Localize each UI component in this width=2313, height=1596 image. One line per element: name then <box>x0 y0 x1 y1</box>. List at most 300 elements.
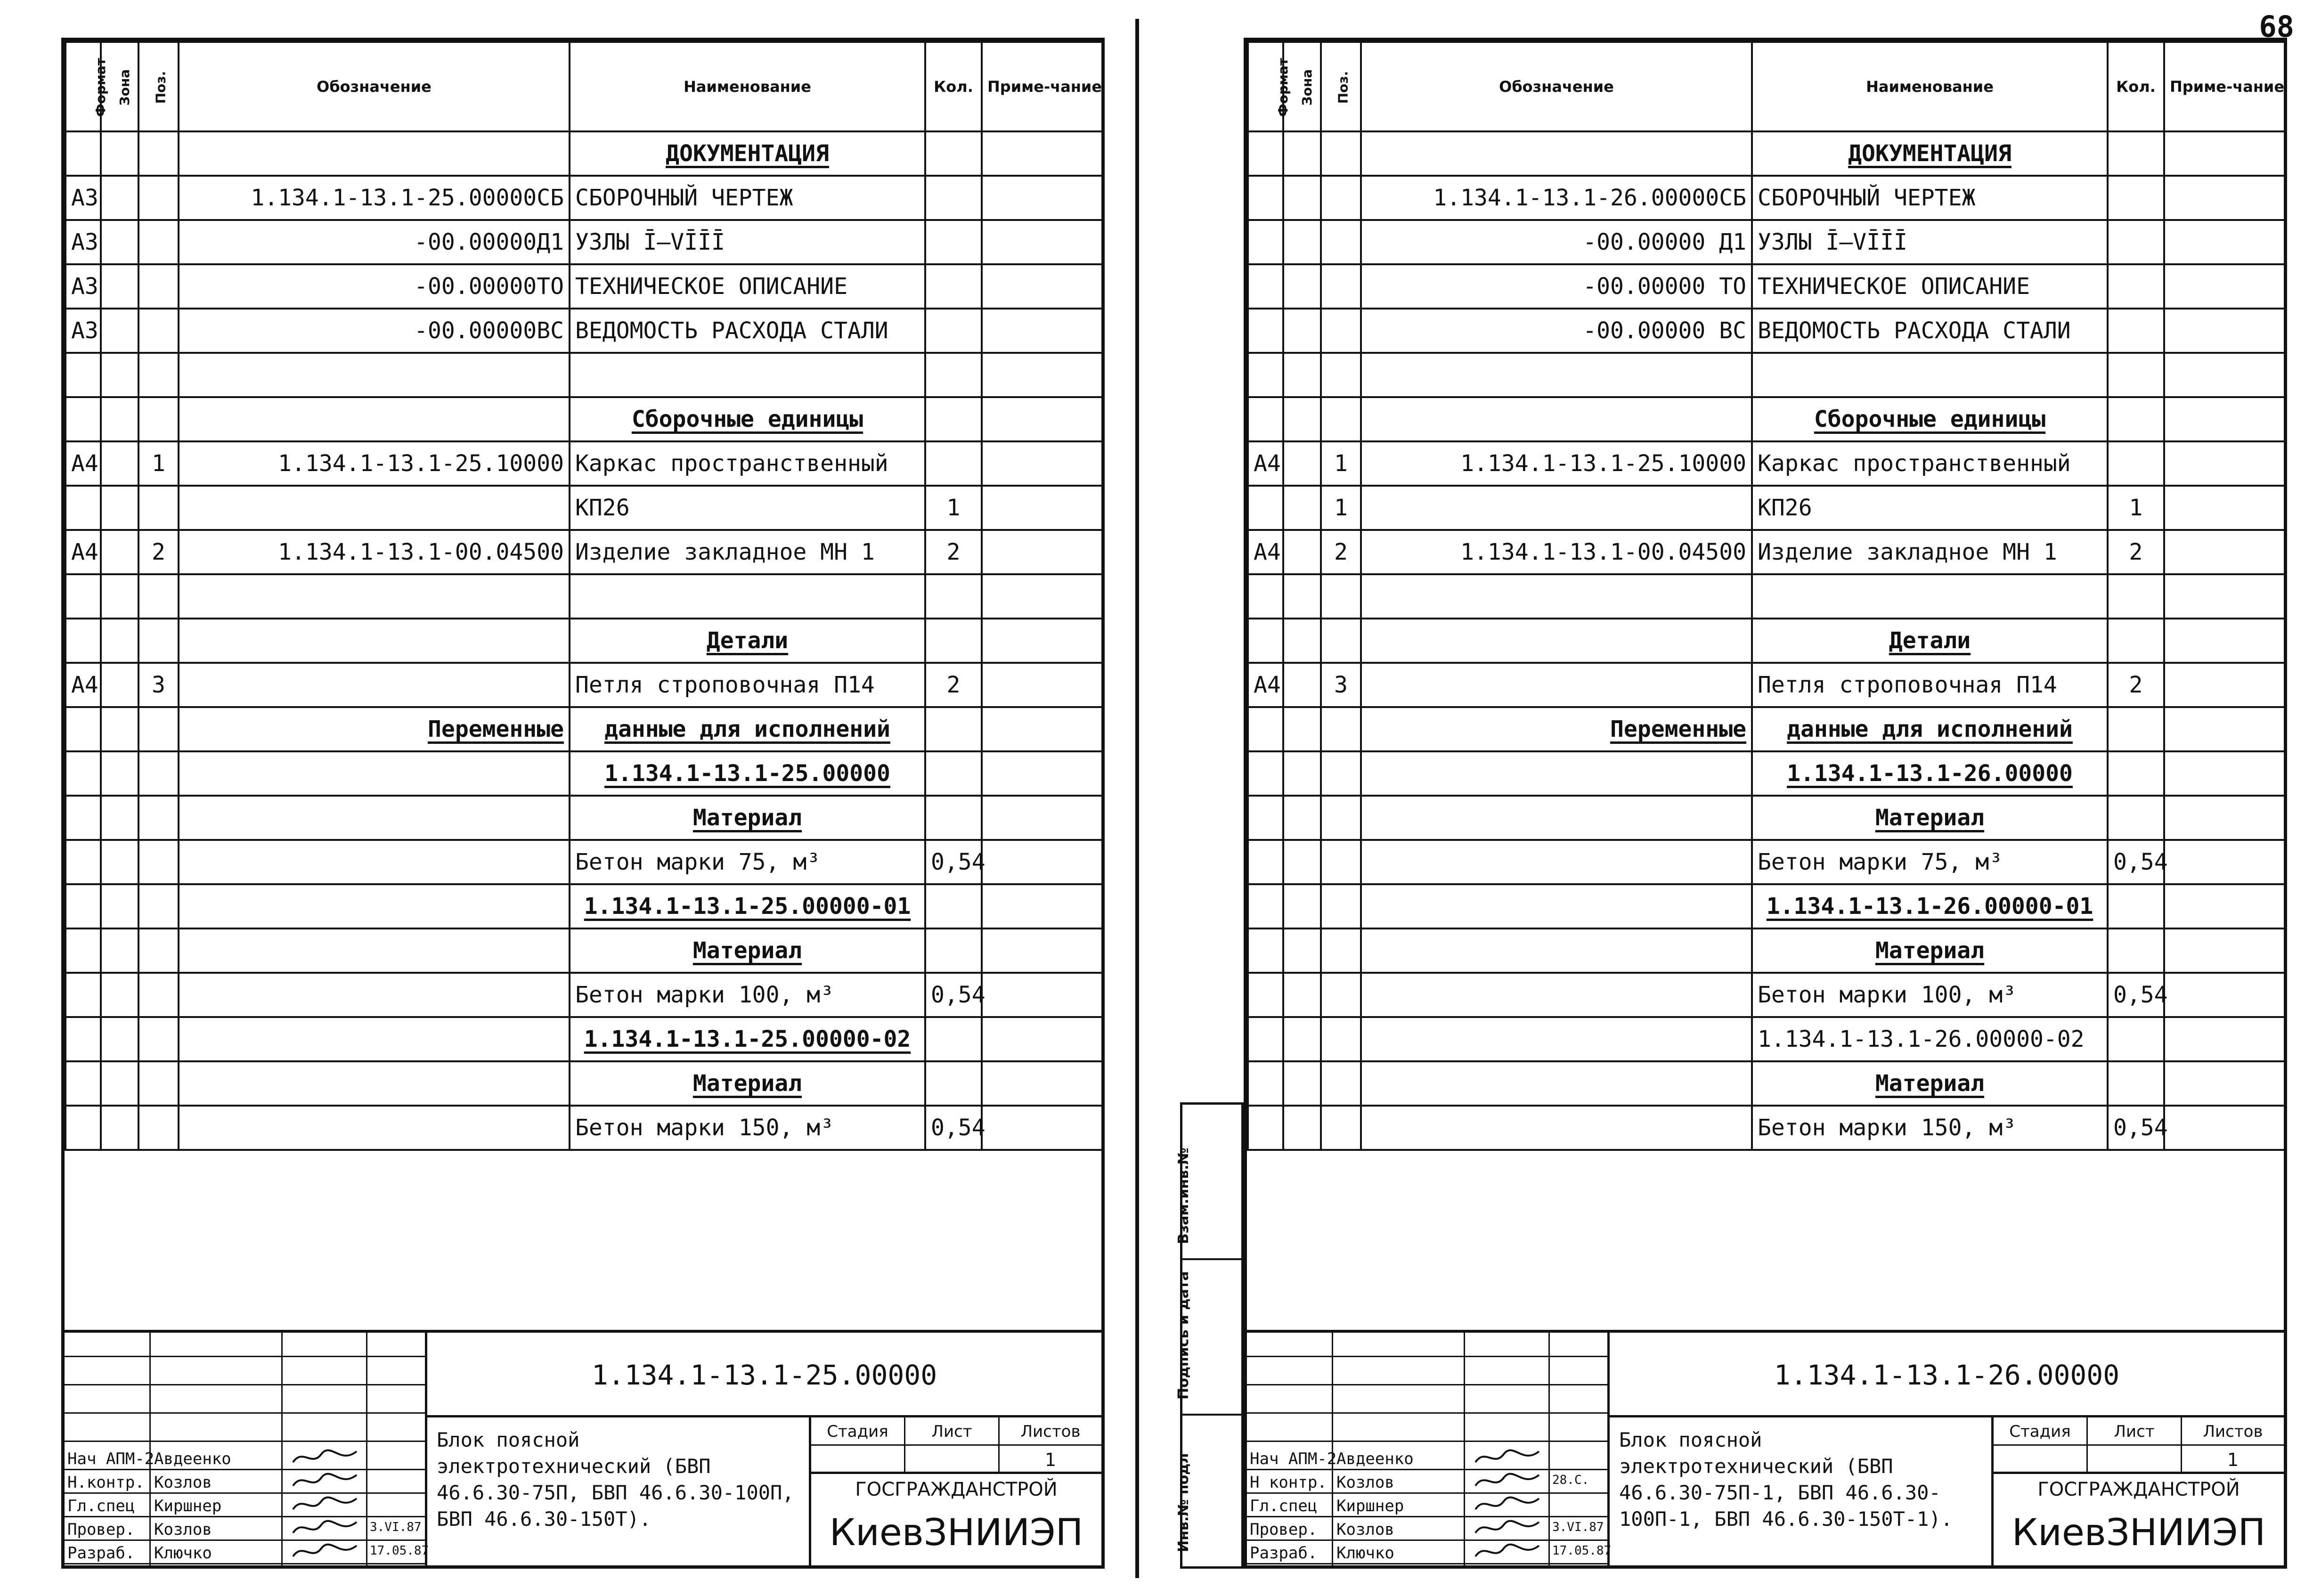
quantity-cell <box>2108 397 2164 441</box>
spec-row <box>1248 751 2285 796</box>
left-spec-body <box>65 131 1102 1150</box>
note-cell <box>982 574 1102 619</box>
zone-cell <box>1283 220 1321 264</box>
name-cell: 1.134.1-13.1-25.00000 <box>570 751 925 796</box>
right-org-institute: КиевЗНИИЭП <box>2012 1512 2266 1554</box>
note-cell <box>2164 486 2285 530</box>
note-cell <box>982 1017 1102 1061</box>
name-cell <box>570 574 925 619</box>
designation-cell <box>1361 397 1752 441</box>
designation-cell <box>1361 1061 1752 1106</box>
note-cell <box>2164 928 2285 973</box>
spec-row <box>65 309 1102 353</box>
note-cell <box>982 1061 1102 1106</box>
quantity-cell <box>925 264 982 309</box>
col-designation: Обозначение <box>179 42 570 131</box>
quantity-cell: 1 <box>2108 486 2164 530</box>
signature-name: Козлов <box>154 1473 212 1492</box>
position-cell <box>138 751 179 796</box>
note-cell <box>982 264 1102 309</box>
spec-row <box>65 707 1102 751</box>
zone-cell <box>101 1106 138 1150</box>
signature-role: Гл.спец <box>1250 1497 1318 1515</box>
position-cell: 2 <box>138 530 179 574</box>
col-name: Наименование <box>570 42 925 131</box>
designation-cell: Переменные <box>179 707 570 751</box>
zone-cell <box>1283 619 1321 663</box>
spec-row <box>1248 1017 2285 1061</box>
spec-row <box>1248 973 2285 1017</box>
signature-role: Провер. <box>67 1520 135 1539</box>
zone-cell <box>1283 707 1321 751</box>
format-cell <box>1248 176 1283 220</box>
signature-name: Киршнер <box>154 1497 222 1515</box>
right-sheets-label: Листов <box>2182 1417 2284 1446</box>
position-cell <box>1321 973 1361 1017</box>
signature-name: Авдеенко <box>1336 1449 1414 1468</box>
spec-row <box>65 663 1102 707</box>
note-cell <box>2164 309 2285 353</box>
format-cell <box>65 1017 101 1061</box>
spec-row <box>1248 441 2285 486</box>
page-number: 68 <box>2259 9 2294 44</box>
signature-name: Козлов <box>154 1520 212 1539</box>
designation-cell: 1.134.1-13.1-26.00000СБ <box>1361 176 1752 220</box>
right-title-block <box>1247 1330 2284 1565</box>
note-cell <box>982 973 1102 1017</box>
margin-cell-inventory: Инв.№ подл <box>1175 1453 1192 1552</box>
zone-cell <box>1283 1061 1321 1106</box>
note-cell <box>2164 574 2285 619</box>
zone-cell <box>1283 884 1321 928</box>
quantity-cell: 2 <box>925 530 982 574</box>
signature-row <box>65 1516 427 1541</box>
col-format: Формат <box>65 42 101 131</box>
designation-cell: -00.00000 Д1 <box>1361 220 1752 264</box>
left-org-institute: КиевЗНИИЭП <box>829 1512 1083 1554</box>
note-cell <box>982 353 1102 397</box>
quantity-cell <box>925 619 982 663</box>
format-cell <box>1248 486 1283 530</box>
quantity-cell <box>2108 309 2164 353</box>
zone-cell <box>1283 397 1321 441</box>
designation-cell <box>1361 796 1752 840</box>
signature-name: Ключко <box>1336 1544 1394 1563</box>
designation-cell <box>179 486 570 530</box>
format-cell: А4 <box>1248 530 1283 574</box>
zone-cell <box>101 1061 138 1106</box>
spec-row <box>1248 574 2285 619</box>
note-cell <box>982 441 1102 486</box>
position-cell <box>1321 397 1361 441</box>
designation-cell: -00.00000ВС <box>179 309 570 353</box>
spec-row <box>65 131 1102 176</box>
name-cell: Петля строповочная П14 <box>1752 663 2108 707</box>
col-note: Приме-чание <box>2164 42 2285 131</box>
note-cell <box>2164 663 2285 707</box>
signature-role: Н контр. <box>1250 1473 1327 1492</box>
designation-cell <box>179 928 570 973</box>
name-cell: Материал <box>1752 796 2108 840</box>
zone-cell <box>1283 840 1321 884</box>
col-note: Приме-чание <box>982 42 1102 131</box>
format-cell <box>1248 973 1283 1017</box>
name-cell: СБОРОЧНЫЙ ЧЕРТЕЖ <box>1752 176 2108 220</box>
spec-row <box>1248 309 2285 353</box>
quantity-cell <box>925 884 982 928</box>
handwritten-signature <box>1473 1446 1544 1472</box>
format-cell <box>65 131 101 176</box>
name-cell: КП26 <box>1752 486 2108 530</box>
position-cell: 3 <box>138 663 179 707</box>
format-cell <box>65 619 101 663</box>
name-cell: Сборочные единицы <box>570 397 925 441</box>
spec-row <box>65 751 1102 796</box>
spec-row <box>1248 619 2285 663</box>
zone-cell <box>101 353 138 397</box>
signature-date: 17.05.87 <box>370 1544 429 1558</box>
spec-row <box>1248 530 2285 574</box>
quantity-cell <box>925 707 982 751</box>
designation-cell <box>179 1106 570 1150</box>
signature-date: 3.VI.87 <box>1552 1520 1604 1534</box>
note-cell <box>982 220 1102 264</box>
zone-cell <box>1283 264 1321 309</box>
spec-row <box>1248 353 2285 397</box>
zone-cell <box>1283 1106 1321 1150</box>
zone-cell <box>101 1017 138 1061</box>
designation-cell <box>1361 574 1752 619</box>
position-cell <box>1321 619 1361 663</box>
note-cell <box>982 707 1102 751</box>
signature-name: Киршнер <box>1336 1497 1404 1515</box>
position-cell <box>138 884 179 928</box>
name-cell: СБОРОЧНЫЙ ЧЕРТЕЖ <box>570 176 925 220</box>
designation-cell <box>179 973 570 1017</box>
name-cell <box>570 353 925 397</box>
left-title-block <box>65 1330 1101 1565</box>
quantity-cell <box>2108 751 2164 796</box>
format-cell <box>65 486 101 530</box>
position-cell <box>138 574 179 619</box>
spec-row <box>65 176 1102 220</box>
zone-cell <box>1283 796 1321 840</box>
designation-cell: -00.00000 ВС <box>1361 309 1752 353</box>
name-cell: 1.134.1-13.1-26.00000-01 <box>1752 884 2108 928</box>
left-stage-label: Стадия <box>811 1417 905 1446</box>
zone-cell <box>101 663 138 707</box>
spec-row <box>1248 840 2285 884</box>
left-sheet <box>61 38 1105 1569</box>
name-cell: данные для исполнений <box>1752 707 2108 751</box>
quantity-cell <box>925 131 982 176</box>
zone-cell <box>101 486 138 530</box>
quantity-cell: 0,54 <box>2108 1106 2164 1150</box>
name-cell: Бетон марки 75, м³ <box>570 840 925 884</box>
handwritten-signature <box>291 1446 361 1472</box>
col-name: Наименование <box>1752 42 2108 131</box>
spec-row <box>65 220 1102 264</box>
quantity-cell: 0,54 <box>925 840 982 884</box>
name-cell: Сборочные единицы <box>1752 397 2108 441</box>
left-doc-code: 1.134.1-13.1-25.00000 <box>427 1333 1101 1417</box>
quantity-cell <box>925 928 982 973</box>
name-cell: ТЕХНИЧЕСКОЕ ОПИСАНИЕ <box>1752 264 2108 309</box>
zone-cell <box>1283 574 1321 619</box>
name-cell <box>1752 574 2108 619</box>
spec-row <box>1248 796 2285 840</box>
signature-role: Н.контр. <box>67 1473 145 1492</box>
name-cell: Каркас пространственный <box>1752 441 2108 486</box>
quantity-cell: 2 <box>2108 530 2164 574</box>
zone-cell <box>101 574 138 619</box>
designation-cell <box>179 397 570 441</box>
signature-name: Козлов <box>1336 1520 1394 1539</box>
note-cell <box>2164 1017 2285 1061</box>
signature-row <box>65 1540 427 1564</box>
name-cell: Петля строповочная П14 <box>570 663 925 707</box>
note-cell <box>982 840 1102 884</box>
note-cell <box>2164 353 2285 397</box>
zone-cell <box>101 131 138 176</box>
note-cell <box>2164 973 2285 1017</box>
quantity-cell: 0,54 <box>925 1106 982 1150</box>
position-cell <box>1321 796 1361 840</box>
spec-row <box>65 397 1102 441</box>
zone-cell <box>1283 486 1321 530</box>
quantity-cell <box>2108 441 2164 486</box>
right-stage-label: Стадия <box>1994 1417 2088 1446</box>
binding-spine <box>1135 19 1139 1578</box>
designation-cell: 1.134.1-13.1-00.04500 <box>179 530 570 574</box>
zone-cell <box>101 884 138 928</box>
designation-cell <box>179 1061 570 1106</box>
name-cell: ДОКУМЕНТАЦИЯ <box>570 131 925 176</box>
signature-row <box>1247 1540 1610 1564</box>
position-cell: 3 <box>1321 663 1361 707</box>
spec-row <box>1248 884 2285 928</box>
quantity-cell <box>925 397 982 441</box>
format-cell <box>1248 619 1283 663</box>
zone-cell <box>1283 441 1321 486</box>
note-cell <box>2164 220 2285 264</box>
signature-role: Нач АПМ-2 <box>1250 1449 1337 1468</box>
format-cell <box>65 397 101 441</box>
position-cell: 1 <box>1321 441 1361 486</box>
designation-cell <box>179 751 570 796</box>
designation-cell <box>1361 619 1752 663</box>
signature-date: 28.С. <box>1552 1473 1589 1487</box>
signature-name: Авдеенко <box>154 1449 231 1468</box>
designation-cell <box>1361 131 1752 176</box>
position-cell <box>138 176 179 220</box>
position-cell <box>1321 884 1361 928</box>
right-sheets-value: 1 <box>2182 1446 2284 1474</box>
quantity-cell: 0,54 <box>925 973 982 1017</box>
designation-cell: 1.134.1-13.1-25.00000СБ <box>179 176 570 220</box>
right-spec-body <box>1248 131 2285 1150</box>
signature-row <box>65 1493 427 1517</box>
zone-cell <box>1283 309 1321 353</box>
position-cell <box>1321 707 1361 751</box>
note-cell <box>982 486 1102 530</box>
format-cell <box>1248 840 1283 884</box>
quantity-cell <box>2108 220 2164 264</box>
format-cell: А4 <box>65 441 101 486</box>
left-org-ministry: ГОСГРАЖДАНСТРОЙ <box>855 1479 1058 1500</box>
quantity-cell <box>2108 796 2164 840</box>
note-cell <box>982 619 1102 663</box>
left-spec-table <box>65 41 1103 1151</box>
zone-cell <box>101 530 138 574</box>
signature-date: 3.VI.87 <box>370 1520 422 1534</box>
left-signature-grid <box>65 1333 427 1565</box>
designation-cell <box>1361 353 1752 397</box>
note-cell <box>2164 397 2285 441</box>
zone-cell <box>1283 176 1321 220</box>
quantity-cell <box>925 309 982 353</box>
format-cell: А3 <box>65 176 101 220</box>
right-org-ministry: ГОСГРАЖДАНСТРОЙ <box>2037 1479 2240 1500</box>
name-cell: 1.134.1-13.1-26.00000-02 <box>1752 1017 2108 1061</box>
position-cell <box>138 1061 179 1106</box>
position-cell <box>1321 840 1361 884</box>
spec-row <box>65 973 1102 1017</box>
spec-row <box>65 796 1102 840</box>
zone-cell <box>101 707 138 751</box>
position-cell <box>1321 220 1361 264</box>
quantity-cell <box>2108 707 2164 751</box>
format-cell <box>65 353 101 397</box>
handwritten-signature <box>291 1516 361 1542</box>
col-pos: Поз. <box>138 42 179 131</box>
signature-row <box>1247 1469 1610 1494</box>
format-cell <box>65 796 101 840</box>
quantity-cell <box>2108 353 2164 397</box>
quantity-cell: 0,54 <box>2108 840 2164 884</box>
format-cell <box>1248 796 1283 840</box>
position-cell <box>1321 131 1361 176</box>
designation-cell <box>179 796 570 840</box>
margin-cell-replace: Взам.инв.№ <box>1182 1105 1241 1260</box>
quantity-cell <box>2108 619 2164 663</box>
note-cell <box>2164 176 2285 220</box>
col-zone: Зона <box>101 42 138 131</box>
position-cell <box>138 264 179 309</box>
zone-cell <box>101 397 138 441</box>
note-cell <box>982 131 1102 176</box>
position-cell <box>138 220 179 264</box>
position-cell <box>1321 264 1361 309</box>
format-cell <box>1248 264 1283 309</box>
name-cell <box>1752 353 2108 397</box>
note-cell <box>2164 884 2285 928</box>
format-cell <box>1248 1106 1283 1150</box>
quantity-cell <box>925 1061 982 1106</box>
zone-cell <box>1283 751 1321 796</box>
spec-row <box>1248 264 2285 309</box>
position-cell <box>1321 1106 1361 1150</box>
zone-cell <box>101 309 138 353</box>
spec-row <box>1248 1061 2285 1106</box>
designation-cell <box>179 131 570 176</box>
left-doc-title: Блок поясной электротехнический (БВП 46.6.30-75П, БВП 46.6.30-100П, БВП 46.6.30-150Т). <box>437 1428 794 1531</box>
quantity-cell: 2 <box>2108 663 2164 707</box>
quantity-cell <box>925 574 982 619</box>
format-cell <box>65 1106 101 1150</box>
name-cell: Детали <box>570 619 925 663</box>
format-cell <box>65 574 101 619</box>
handwritten-signature <box>1473 1493 1544 1519</box>
designation-cell <box>1361 884 1752 928</box>
designation-cell <box>179 574 570 619</box>
left-header-row <box>65 42 1102 131</box>
zone-cell <box>101 928 138 973</box>
format-cell <box>1248 1017 1283 1061</box>
position-cell <box>138 707 179 751</box>
quantity-cell <box>925 751 982 796</box>
designation-cell <box>179 663 570 707</box>
spec-row <box>1248 707 2285 751</box>
quantity-cell <box>2108 574 2164 619</box>
margin-cell-signature: Подпись и дата <box>1182 1260 1241 1416</box>
position-cell <box>138 796 179 840</box>
spec-row <box>1248 928 2285 973</box>
note-cell <box>982 397 1102 441</box>
format-cell <box>1248 1061 1283 1106</box>
quantity-cell <box>2108 264 2164 309</box>
handwritten-signature <box>291 1469 361 1495</box>
quantity-cell <box>2108 928 2164 973</box>
zone-cell <box>101 619 138 663</box>
position-cell <box>1321 1017 1361 1061</box>
zone-cell <box>101 264 138 309</box>
designation-cell: -00.00000 ТО <box>1361 264 1752 309</box>
signature-name: Козлов <box>1336 1473 1394 1492</box>
format-cell <box>1248 397 1283 441</box>
quantity-cell: 2 <box>925 663 982 707</box>
name-cell: Изделие закладное МН 1 <box>570 530 925 574</box>
note-cell <box>982 928 1102 973</box>
signature-role: Гл.спец <box>67 1497 135 1515</box>
note-cell <box>982 1106 1102 1150</box>
right-doc-code: 1.134.1-13.1-26.00000 <box>1610 1333 2284 1417</box>
zone-cell <box>1283 1017 1321 1061</box>
right-spec-table <box>1247 41 2286 1151</box>
left-sheets-label: Листов <box>1000 1417 1101 1446</box>
format-cell <box>65 707 101 751</box>
name-cell: УЗЛЫ Ī—VĪĪĪ <box>1752 220 2108 264</box>
spec-row <box>1248 131 2285 176</box>
note-cell <box>2164 441 2285 486</box>
quantity-cell <box>925 353 982 397</box>
position-cell <box>138 928 179 973</box>
designation-cell <box>179 884 570 928</box>
spec-row <box>1248 1106 2285 1150</box>
name-cell: 1.134.1-13.1-25.00000-01 <box>570 884 925 928</box>
name-cell: 1.134.1-13.1-25.00000-02 <box>570 1017 925 1061</box>
col-qty: Кол. <box>925 42 982 131</box>
note-cell <box>982 176 1102 220</box>
format-cell <box>1248 574 1283 619</box>
handwritten-signature <box>1473 1516 1544 1542</box>
left-stage-block <box>809 1417 1101 1565</box>
spec-row <box>1248 220 2285 264</box>
format-cell <box>65 751 101 796</box>
position-cell <box>138 486 179 530</box>
quantity-cell <box>925 441 982 486</box>
position-cell <box>138 309 179 353</box>
